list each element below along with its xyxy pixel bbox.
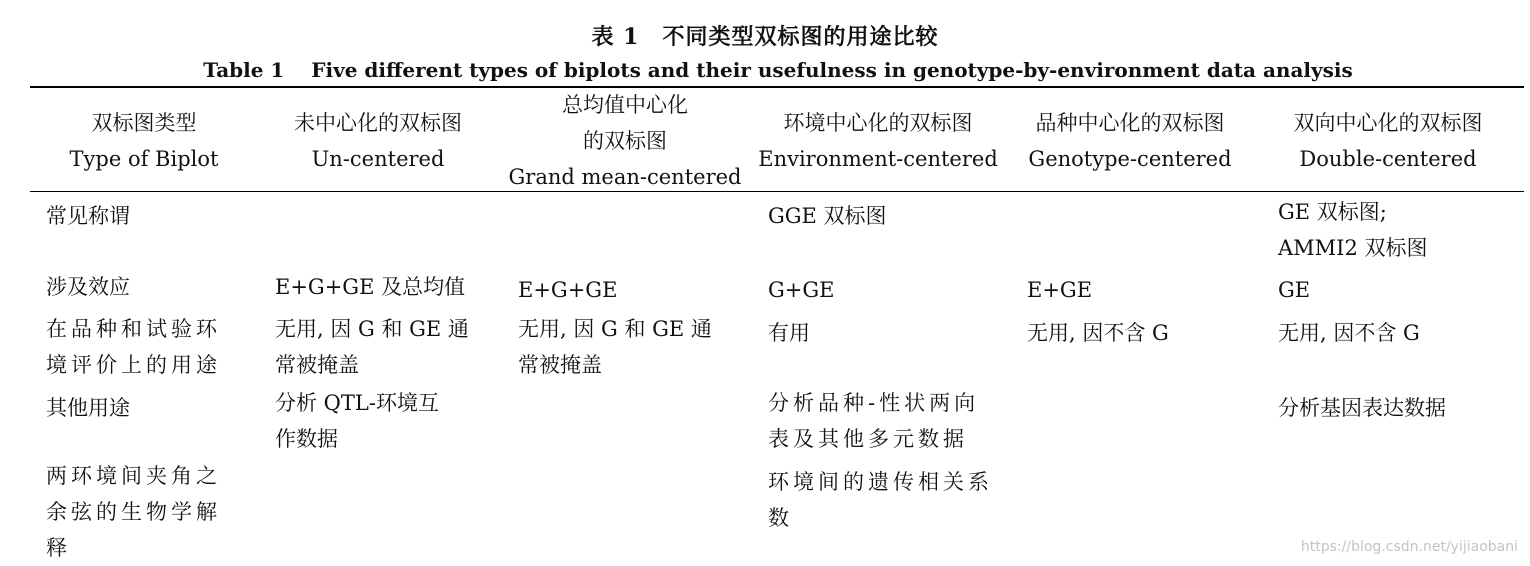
cell-effects-environment-centered: G+GE [768, 278, 835, 302]
table-title-chinese: 表 1 不同类型双标图的用途比较 [591, 24, 939, 50]
cell-evaluation-uncentered: 无用, 因 G 和 GE 通 常被掩盖 [275, 317, 469, 377]
header-double-centered: 双向中心化的双标图 Double-centered [1293, 111, 1483, 171]
header-grand-mean-centered: 总均值中心化 的双标图 Grand mean-centered [508, 93, 742, 189]
row-label-common-name: 常见称谓 [46, 204, 130, 228]
cell-effects-double-centered: GE [1278, 278, 1311, 302]
cell-effects-uncentered: E+G+GE 及总均值 [275, 275, 466, 299]
cell-evaluation-grand-mean-centered: 无用, 因 G 和 GE 通 常被掩盖 [518, 317, 712, 377]
cell-common-name-environment-centered: GGE 双标图 [768, 204, 887, 228]
cell-evaluation-environment-centered: 有用 [768, 321, 810, 345]
cell-evaluation-genotype-centered: 无用, 因不含 G [1027, 321, 1169, 345]
table-title-english: Table 1 Five different types of biplots and their usefulness in genotype-by-environment data analysis [203, 58, 1353, 82]
header-uncentered: 未中心化的双标图 Un-centered [294, 111, 462, 171]
cell-cosine-environment-centered: 环境间的遗传相关系 数 [768, 470, 993, 530]
row-label-evaluation-use: 在品种和试验环 境评价上的用途 [46, 317, 221, 377]
watermark-url: https://blog.csdn.net/yijiaobani [1300, 539, 1518, 555]
cell-evaluation-double-centered: 无用, 因不含 G [1278, 321, 1420, 345]
cell-effects-genotype-centered: E+GE [1027, 278, 1093, 302]
row-label-other-uses: 其他用途 [46, 396, 130, 420]
top-rule [30, 86, 1524, 88]
header-biplot-type: 双标图类型 Type of Biplot [69, 111, 219, 171]
row-label-effects: 涉及效应 [46, 275, 130, 299]
cell-effects-grand-mean-centered: E+G+GE [518, 278, 618, 302]
header-rule [30, 191, 1524, 192]
cell-other-uses-double-centered: 分析基因表达数据 [1278, 396, 1446, 420]
cell-other-uses-environment-centered: 分析品种-性状两向 表及其他多元数据 [768, 391, 980, 451]
row-label-cosine-interpretation: 两环境间夹角之 余弦的生物学解 释 [46, 464, 221, 560]
header-genotype-centered: 品种中心化的双标图 Genotype-centered [1028, 111, 1232, 171]
header-environment-centered: 环境中心化的双标图 Environment-centered [758, 111, 998, 171]
cell-other-uses-uncentered: 分析 QTL-环境互 作数据 [275, 391, 439, 451]
cell-common-name-double-centered: GE 双标图; AMMI2 双标图 [1278, 200, 1428, 260]
